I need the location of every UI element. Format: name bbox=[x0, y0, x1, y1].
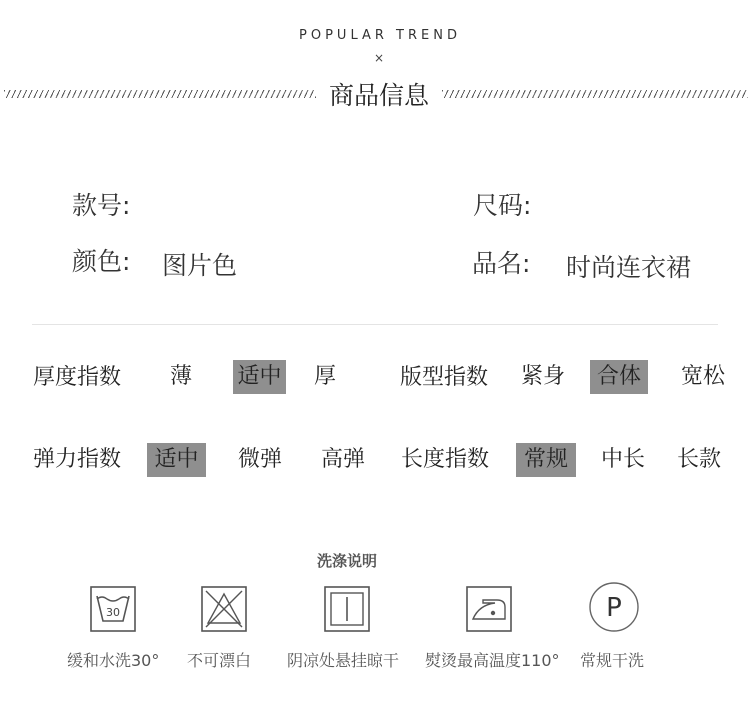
thickness-index-label: 厚度指数 bbox=[33, 365, 122, 390]
dry-clean-caption: 常规干洗 bbox=[580, 651, 645, 670]
hatch-divider-left bbox=[4, 90, 316, 98]
cross-divider: × bbox=[373, 51, 385, 65]
elasticity-option-medium-selected: 适中 bbox=[147, 443, 206, 477]
fit-option-regular-selected: 合体 bbox=[590, 360, 648, 394]
elasticity-option-high: 高弹 bbox=[320, 447, 365, 472]
info-divider bbox=[32, 324, 718, 325]
wash-30-caption: 缓和水洗30° bbox=[67, 651, 160, 670]
size-label: 尺码: bbox=[473, 191, 532, 220]
shade-hang-dry-icon bbox=[323, 585, 371, 633]
elasticity-option-slight: 微弹 bbox=[237, 447, 282, 472]
fit-option-loose: 宽松 bbox=[680, 364, 725, 389]
length-option-midi: 中长 bbox=[600, 447, 645, 472]
dry-clean-letter: P bbox=[606, 593, 622, 623]
shade-hang-dry-caption: 阴凉处悬挂晾干 bbox=[287, 651, 400, 670]
iron-110-caption: 熨烫最高温度110° bbox=[425, 651, 560, 670]
color-label: 颜色: bbox=[72, 247, 131, 276]
color-value: 图片色 bbox=[162, 251, 238, 280]
elasticity-index-label: 弹力指数 bbox=[33, 447, 122, 472]
section-title-row bbox=[0, 76, 750, 110]
fit-option-slim: 紧身 bbox=[520, 364, 565, 389]
iron-110-icon bbox=[465, 585, 513, 633]
thickness-option-thick: 厚 bbox=[313, 364, 336, 389]
thickness-option-thin: 薄 bbox=[169, 364, 192, 389]
dry-clean-icon bbox=[588, 581, 640, 633]
thickness-option-medium-selected: 适中 bbox=[233, 360, 286, 394]
wash-30-icon bbox=[89, 585, 137, 633]
length-option-long: 长款 bbox=[676, 447, 721, 472]
product-name-label: 品名: bbox=[472, 249, 531, 278]
hatch-divider-right bbox=[442, 90, 748, 98]
no-bleach-caption: 不可漂白 bbox=[187, 651, 252, 670]
fit-index-label: 版型指数 bbox=[400, 365, 489, 390]
style-number-label: 款号: bbox=[72, 191, 131, 220]
wash-temperature-text: 30 bbox=[106, 606, 120, 619]
washing-instructions-title: 洗涤说明 bbox=[316, 552, 377, 570]
section-title: 商品信息 bbox=[328, 81, 429, 110]
length-index-label: 长度指数 bbox=[401, 447, 490, 472]
no-bleach-icon bbox=[200, 585, 248, 633]
product-name-value: 时尚连衣裙 bbox=[566, 253, 692, 282]
length-option-regular-selected: 常规 bbox=[516, 443, 576, 477]
section-kicker: POPULAR TREND bbox=[299, 28, 461, 43]
